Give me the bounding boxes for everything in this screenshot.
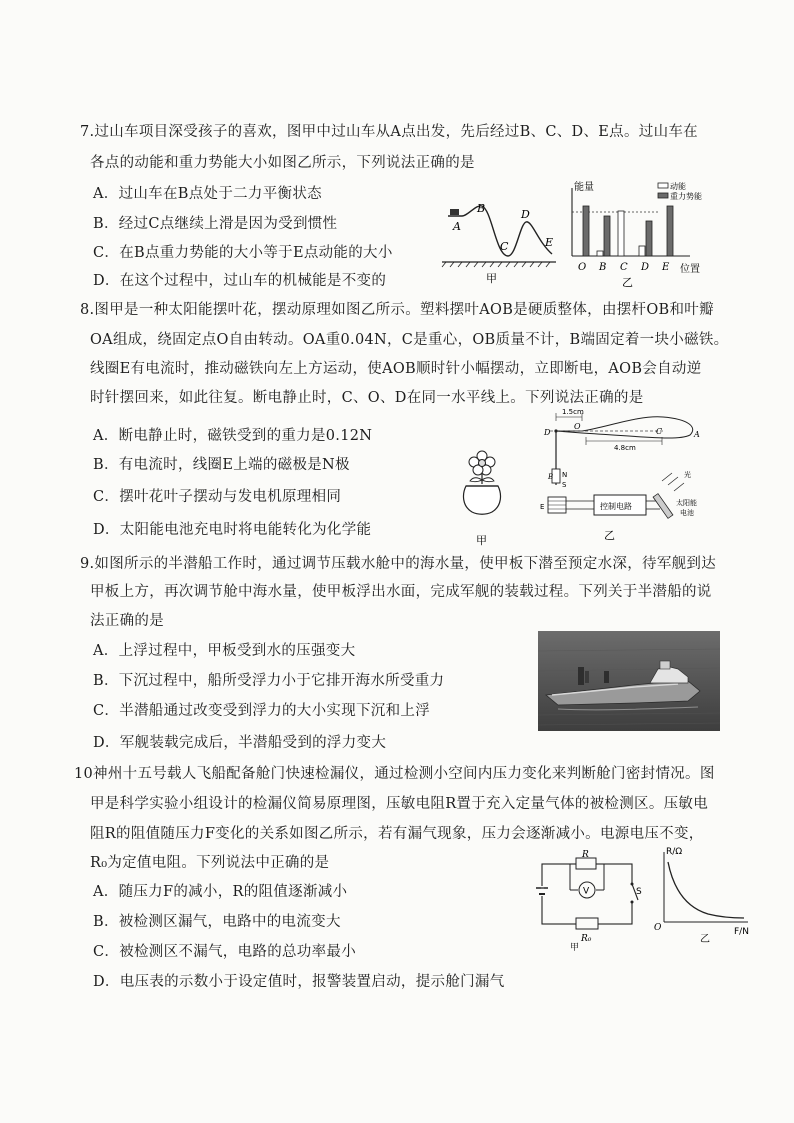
bar-potential-e [667,206,673,256]
bar-potential-a [583,206,589,256]
solar-label-2: 电池 [680,509,694,517]
question-10-line-4: R₀为定值电阻。下列说法中正确的是 [90,855,330,871]
question-8-option-c: C．摆叶花叶子摆动与发电机原理相同 [93,489,342,505]
legend-swatch-potential [658,193,668,198]
point-a-label: A [694,430,700,439]
x-tick-label-1: B [599,262,607,273]
point-c-label: C [656,427,663,436]
switch-s-label: S [636,887,642,897]
swing-flower-figure [452,448,522,548]
question-10-option-d: D．电压表的示数小于设定值时，报警装置启动，提示舱门漏气 [93,974,505,990]
roller-coaster-figure [440,198,558,288]
question-9-line-2: 甲板上方，再次调节舱中海水量，使甲板浮出水面，完成军舰的装载过程。下列关于半潜船的说 [90,584,712,600]
resistor-r0-label: R₀ [581,934,592,944]
y-axis-label: R/Ω [666,847,683,857]
question-10-option-a: A．随压力F的减小，R的阻值逐渐减小 [93,884,348,900]
coil-e-icon [548,497,566,513]
question-10-option-b: B．被检测区漏气，电路中的电流变大 [93,914,341,930]
question-7-option-d: D．在这个过程中，过山车的机械能是不变的 [93,273,387,289]
pole-n-label: N [562,471,568,479]
question-9-option-a: A．上浮过程中，甲板受到水的压强变大 [93,643,356,659]
bar-kinetic-b [597,251,603,256]
light-label: 光 [684,471,691,479]
question-7-line-1: 7.过山车项目深受孩子的喜欢，图甲中过山车从A点出发，先后经过B、C、D、E点。过山车在 [80,124,698,140]
question-10-option-c: C．被检测区不漏气，电路的总功率最小 [93,944,356,960]
x-axis-label: F/N [734,927,749,937]
figure-caption-jia: 甲 [486,272,497,285]
point-o-label: O [574,422,581,431]
resistor-r0 [576,918,598,929]
question-8-option-b: B．有电流时，线圈E上端的磁极是N极 [93,457,350,473]
question-8-option-a: A．断电静止时，磁铁受到的重力是0.12N [93,428,373,444]
semi-submersible-ship-photo [538,631,720,731]
question-8-option-d: D．太阳能电池充电时将电能转化为化学能 [93,522,372,538]
bar-kinetic-d [639,246,645,256]
voltmeter-label: V [583,886,590,897]
bar-potential-b [604,216,610,256]
figure-caption-yi: 乙 [604,529,615,542]
question-8-line-1: 8.图甲是一种太阳能摆叶花，摆动原理如图乙所示。塑料摆叶AOB是硬质整体，由摆杆OB和叶瓣 [80,302,714,318]
figure-caption-yi: 乙 [700,934,710,945]
y-axis-label: 能量 [574,182,594,193]
pole-s-label: S [562,481,567,489]
figure-caption-jia: 甲 [476,534,487,547]
point-d-label: D [544,428,551,437]
light-rays-icon [662,473,684,491]
question-10-line-3: 阻R的阻值随压力F变化的关系如图乙所示，若有漏气现象，压力会逐渐减小。电源电压不变， [90,826,704,842]
x-tick-label-2: C [620,262,628,273]
figure-caption-yi: 乙 [622,276,633,289]
question-7-option-b: B．经过C点继续上滑是因为受到惯性 [93,216,338,232]
question-10-line-2: 甲是科学实验小组设计的检漏仪简易原理图，压敏电阻R置于充入定量气体的被检测区。压敏电 [90,796,709,812]
bar-kinetic-c [618,211,624,256]
figure-caption-jia: 甲 [570,943,580,953]
point-a-label: A [453,220,461,233]
mechanism-circuit-figure [538,405,713,545]
question-7-option-a: A．过山车在B点处于二力平衡状态 [93,186,322,202]
resistor-r-label: R [582,850,589,860]
question-10-line-1: 10神州十五号载人飞船配备舱门快速检漏仪，通过检测小空间内压力变化来判断舱门密封情况。图 [74,766,715,782]
question-9-line-3: 法正确的是 [90,613,164,629]
energy-bar-chart [562,180,712,290]
question-8-line-2: OA组成，绕固定点O自由转动。OA重0.04N，C是重心，OB质量不计，B端固定着一块小磁铁。 [90,332,729,348]
question-7-line-2: 各点的动能和重力势能大小如图乙所示，下列说法正确的是 [90,155,475,171]
control-circuit-label: 控制电路 [600,502,632,511]
x-axis-label: 位置 [680,264,700,275]
question-9-line-1: 9.如图所示的半潜船工作时，通过调节压载水舱中的海水量，使甲板下潜至预定水深，待军舰到达 [80,556,717,572]
resistance-pressure-graph [648,842,758,947]
bar-potential-d [646,221,652,256]
point-e-label: E [545,236,554,249]
question-8-line-3: 线圈E有电流时，推动磁铁向左上方运动，使AOB顺时针小幅摆动，立即断电，AOB会自动逆 [90,361,702,377]
x-tick-label-0: O [578,262,587,273]
point-d-label: D [521,208,530,221]
dim-label-1: 1.5cm [562,408,584,416]
battery-icon [536,886,548,896]
magnet-icon [552,469,560,483]
question-7-option-c: C．在B点重力势能的大小等于E点动能的大小 [93,245,393,261]
point-b-label: B [548,473,554,481]
question-9-option-c: C．半潜船通过改变受到浮力的大小实现下沉和上浮 [93,703,430,719]
resistance-curve [668,862,744,918]
question-8-line-4: 时针摆回来，如此往复。断电静止时，C、O、D在同一水平线上。下列说法正确的是 [90,390,644,406]
legend-label-potential: 重力势能 [670,192,702,201]
solar-panel-icon [653,494,673,519]
x-tick-label-3: D [641,262,650,273]
question-9-option-d: D．军舰装载完成后，半潜船受到的浮力变大 [93,735,387,751]
x-tick-label-4: E [662,262,670,273]
question-9-option-b: B．下沉过程中，船所受浮力小于它排开海水所受重力 [93,673,445,689]
solar-label-1: 太阳能 [676,499,697,507]
coil-e-label: E [540,503,545,511]
legend-label-kinetic: 动能 [670,182,686,191]
pot-icon [464,486,501,514]
origin-label: O [654,923,662,933]
point-b-label: B [477,202,486,215]
legend-swatch-kinetic [658,183,668,188]
leak-detector-circuit [530,850,642,953]
point-c-label: C [500,240,509,253]
dim-label-2: 4.8cm [614,444,636,452]
coaster-car-icon [450,209,459,215]
flower-icon [469,451,495,475]
